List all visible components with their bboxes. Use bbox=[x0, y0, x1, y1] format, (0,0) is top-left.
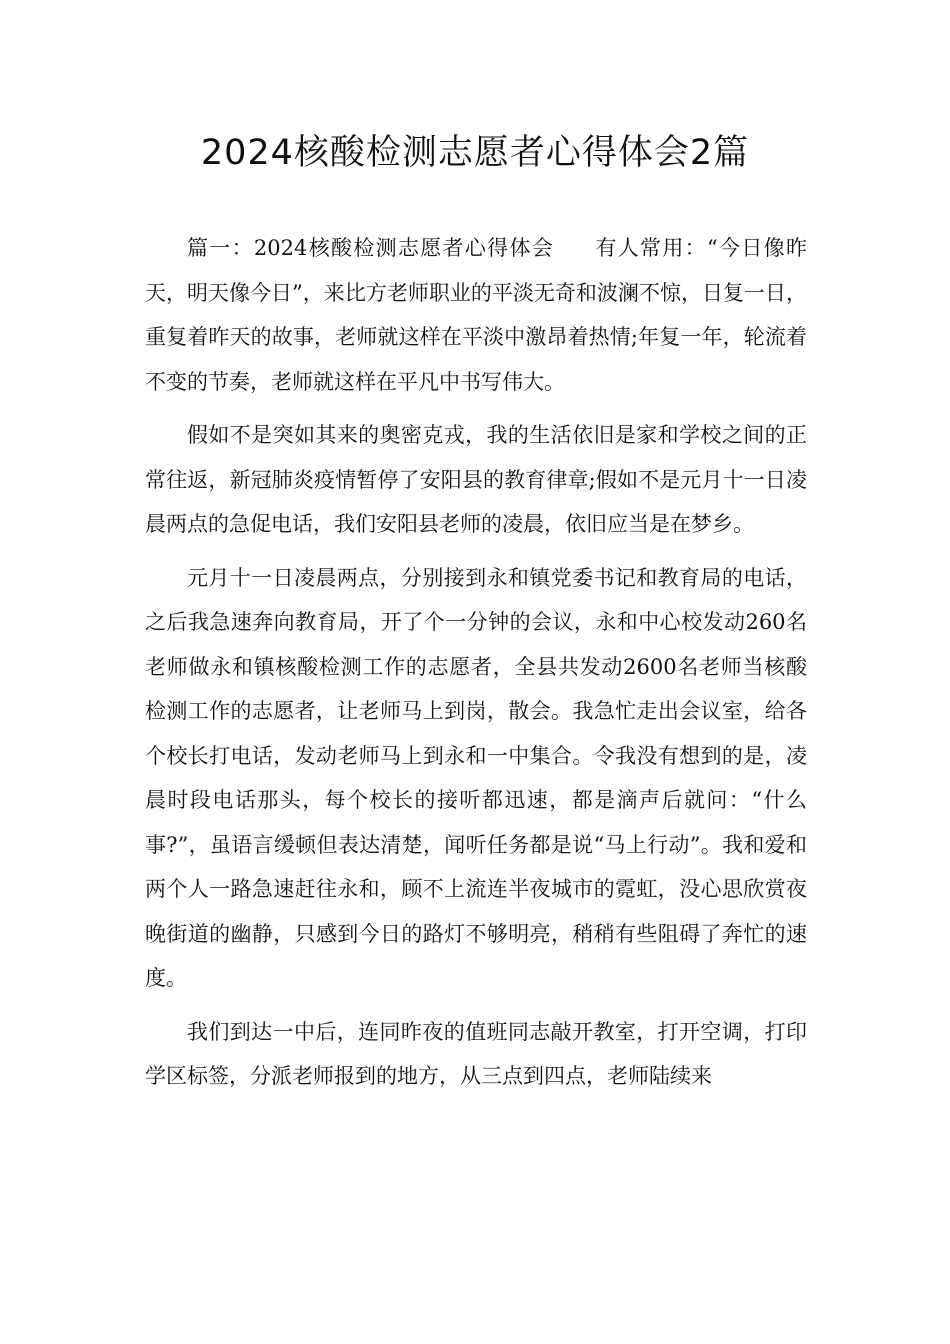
document-title: 2024核酸检测志愿者心得体会2篇 bbox=[200, 133, 750, 173]
paragraph-2: 假如不是突如其来的奥密克戎，我的生活依旧是家和学校之间的正常往返，新冠肺炎疫情暂停了安阳县的教育律章;假如不是元月十一日凌晨两点的急促电话，我们安阳县老师的凌晨，依旧应当是在梦乡。 bbox=[145, 423, 807, 536]
paragraph-3: 元月十一日凌晨两点，分别接到永和镇党委书记和教育局的电话，之后我急速奔向教育局，开了个一分钟的会议，永和中心校发动260名老师做永和镇核酸检测工作的志愿者，全县共发动2600名老师当核酸检测工作的志愿者，让老师马上到岗，散会。我急忙走出会议室，给各个校长打电话，发动老师马上到永和一中集合。令我没有想到的是，凌晨时段电话那头，每个校长的接听都迅速，都是滴声后就问：“什么事?”，虽语言缓顿但表达清楚，闻听任务都是说“马上行动”。我和爱和两个人一路急速赶往永和，顾不上流连半夜城市的霓虹，没心思欣赏夜晚街道的幽静，只感到今日的路灯不够明亮，稍稍有些阻碍了奔忙的速度。 bbox=[145, 565, 807, 990]
document-body bbox=[145, 226, 807, 1099]
section-heading: 篇一：2024核酸检测志愿者心得体会 bbox=[187, 236, 555, 260]
paragraph-4: 我们到达一中后，连同昨夜的值班同志敲开教室，打开空调，打印学区标签，分派老师报到的地方，从三点到四点，老师陆续来 bbox=[145, 1019, 807, 1088]
paragraph-1-text: 有人常用：“今日像昨天，明天像今日”，来比方老师职业的平淡无奇和波澜不惊，日复一日，重复着昨天的故事，老师就这样在平淡中激昂着热情;年复一年，轮流着不变的节奏，老师就这样在平凡中书写伟大。 bbox=[145, 236, 807, 394]
paragraph-1 bbox=[145, 226, 807, 404]
